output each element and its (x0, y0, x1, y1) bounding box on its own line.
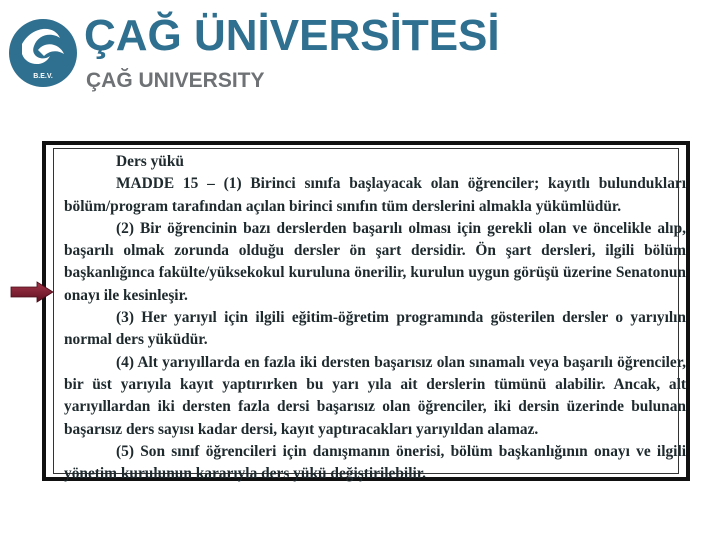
regulation-excerpt-frame (42, 141, 690, 481)
paragraph-1: MADDE 15 – (1) Birinci sınıfa başlayacak olan öğrenciler; kayıtlı bulundukları bölüm/program tarafından açılan birinci sınıfın tüm derslerini almakla yükümlüdür. (64, 175, 686, 215)
university-name-english: ÇAĞ UNIVERSITY (86, 69, 265, 92)
regulation-excerpt-inner-border (53, 148, 686, 483)
paragraph-2: (2) Bir öğrencinin bazı derslerden başarılı olması için gerekli olan ve öncelikle alıp, başarılı olmak zorunda olduğu dersler ön şart dersidir. Ön şart dersleri, ilgili bölüm başkanlığınca fakülte/yüksekokul kuruluna önerilir, kurulun uygun görüşü üzerine Senatonun onayı ile kesinleşir. (64, 219, 686, 304)
paragraph-5: (5) Son sınıf öğrencileri için danışmanın önerisi, bölüm başkanlığının onayı ve ilgili yönetim kurulunun kararıyla ders yükü değiştirilebilir. (64, 442, 686, 483)
university-name-turkish: ÇAĞ ÜNİVERSİTESİ (84, 11, 500, 60)
seal-text: B.E.V. (33, 73, 53, 80)
university-seal-logo (8, 14, 78, 92)
section-heading: Ders yükü (116, 153, 184, 170)
paragraph-3: (3) Her yarıyıl için ilgili eğitim-öğretim programında gösterilen dersler o yarıyılın normal ders yüküdür. (64, 309, 686, 349)
regulation-text (64, 151, 686, 485)
paragraph-4: (4) Alt yarıyıllarda en fazla iki dersten başarısız olan sınamalı veya başarılı öğrenciler, bir üst yarıyıla kayıt yaptırırken bu yarı yıla ait derslerin tümünü alabilir. Ancak, alt yarıyıllardan iki dersten fazla dersi başarısız olan öğrenciler, iki dersin üzerinde bulunan başarısız ders sayısı kadar dersi, kayıt yaptıracakları yarıyıldan alamaz. (64, 353, 686, 438)
arrow-right-icon (9, 281, 55, 303)
